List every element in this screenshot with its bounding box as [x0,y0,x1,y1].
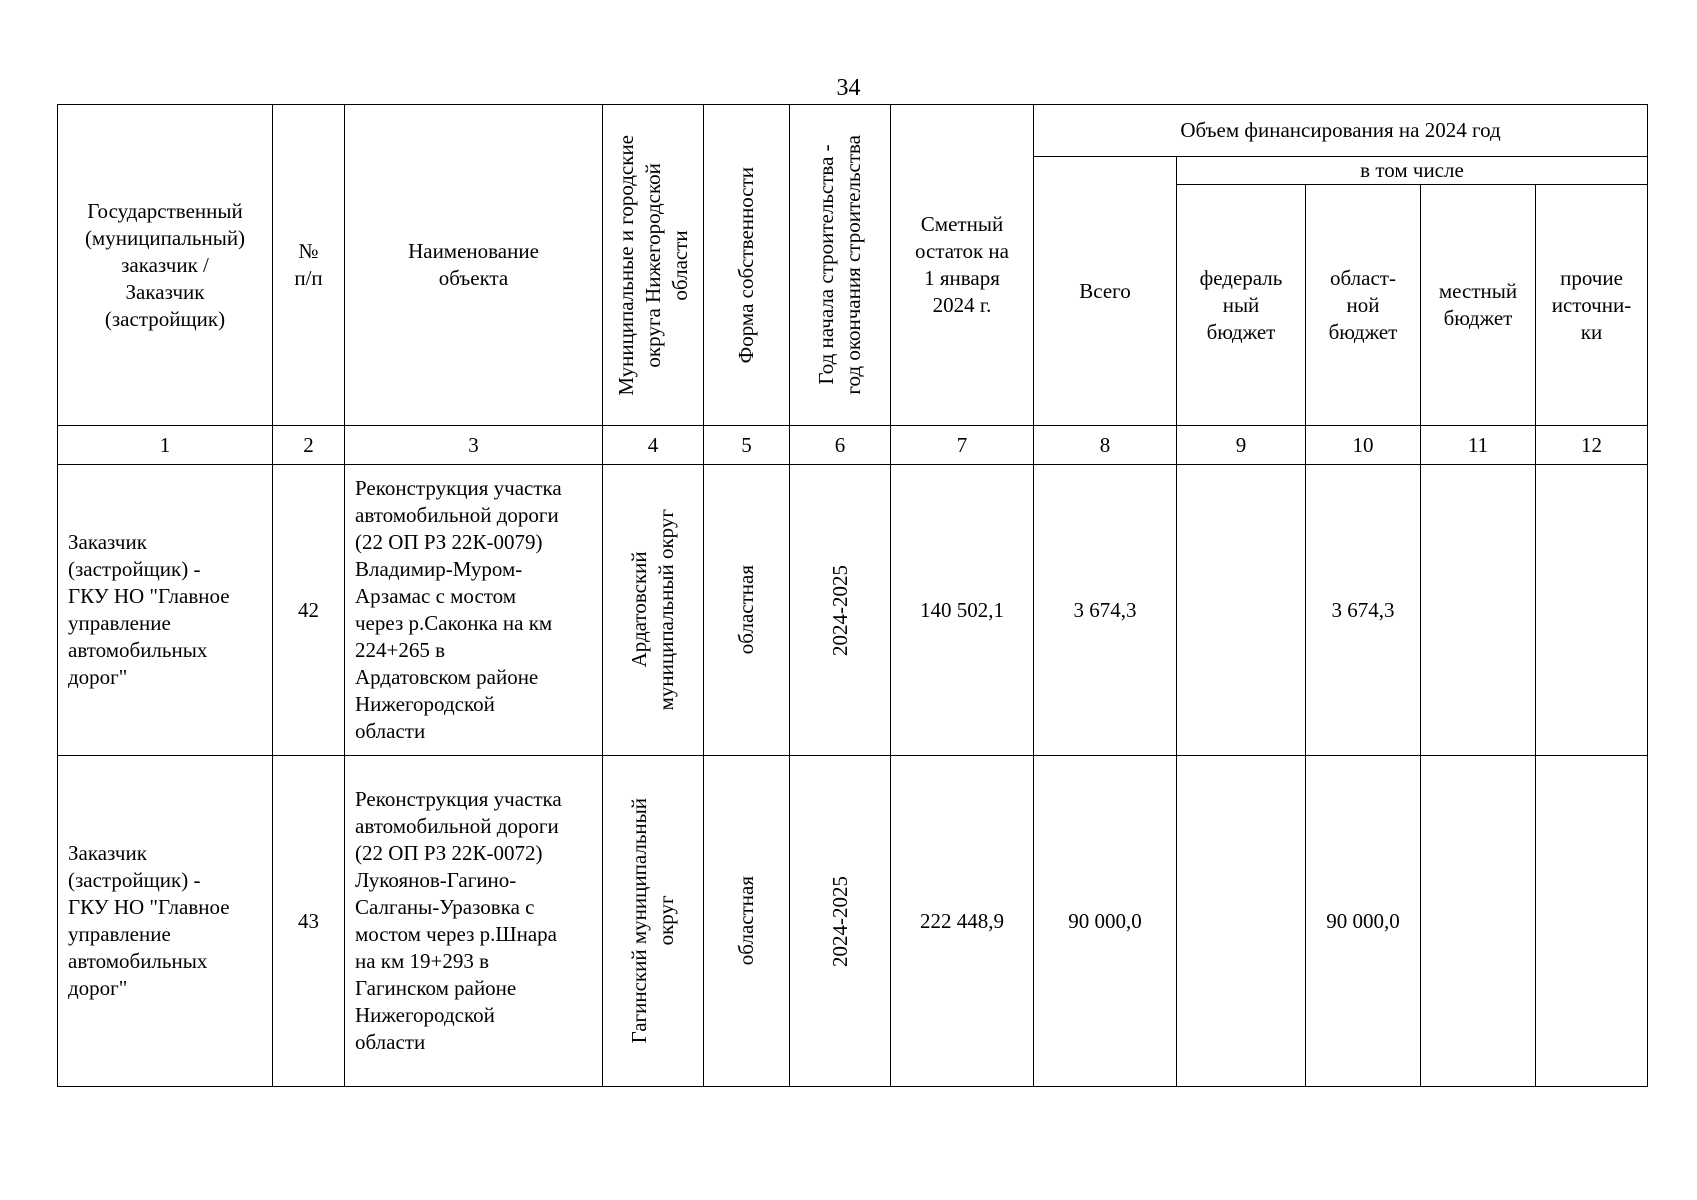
header-other: прочие источни- ки [1536,185,1648,426]
row-other [1536,465,1648,756]
row-estimate: 140 502,1 [891,465,1034,756]
row-object-name: Реконструкция участка автомобильной дороги (22 ОП РЗ 22К-0079) Владимир-Муром- Арзамас с мостом через р.Саконка на км 224+265 в Ардатовском районе Нижегородской области [345,465,603,756]
column-number: 6 [790,426,891,465]
column-number: 1 [58,426,273,465]
header-customer: Государственный (муниципальный) заказчик / Заказчик (застройщик) [58,105,273,426]
row-municipality-cell [603,756,704,1087]
page-number: 34 [836,75,861,101]
column-number: 4 [603,426,704,465]
column-numbers-row [58,426,1648,465]
header-ownership-cell [704,105,790,426]
header-row-top [58,105,1648,157]
column-number: 12 [1536,426,1648,465]
row-years-cell [790,465,891,756]
row-customer: Заказчик (застройщик) - ГКУ НО "Главное управление автомобильных дорог" [58,465,273,756]
row-regional: 3 674,3 [1306,465,1421,756]
table-row [58,465,1648,756]
column-number: 2 [273,426,345,465]
row-total: 90 000,0 [1034,756,1177,1087]
row-federal [1177,465,1306,756]
row-years: 2024-2025 [827,875,852,967]
header-municipality: Муниципальные и городские округа Нижегородской области [613,134,692,396]
header-local: местный бюджет [1421,185,1536,426]
header-number: № п/п [273,105,345,426]
row-object-name: Реконструкция участка автомобильной дороги (22 ОП РЗ 22К-0072) Лукоянов-Гагино- Салганы-Уразовка с мостом через р.Шнара на км 19+293 в Гагинском районе Нижегородской области [345,756,603,1087]
row-other [1536,756,1648,1087]
row-ownership: областная [734,876,758,966]
header-estimate: Сметный остаток на 1 января 2024 г. [891,105,1034,426]
table-row [58,756,1648,1087]
header-ownership: Форма собственности [734,166,758,364]
row-number: 42 [273,465,345,756]
header-regional: област- ной бюджет [1306,185,1421,426]
header-municipality-cell [603,105,704,426]
row-ownership-cell [704,465,790,756]
row-ownership-cell [704,756,790,1087]
column-number: 5 [704,426,790,465]
row-municipality-cell [603,465,704,756]
header-years-cell [790,105,891,426]
row-customer: Заказчик (застройщик) - ГКУ НО "Главное управление автомобильных дорог" [58,756,273,1087]
row-number: 43 [273,756,345,1087]
header-total: Всего [1034,157,1177,426]
row-municipality: Гагинский муниципальный округ [627,798,678,1044]
header-years: Год начала строительства - год окончания строительства [814,135,865,395]
column-number: 7 [891,426,1034,465]
row-federal [1177,756,1306,1087]
column-number: 11 [1421,426,1536,465]
row-local [1421,465,1536,756]
row-ownership: областная [734,565,758,655]
row-municipality: Ардатовский муниципальный округ [627,509,678,711]
row-total: 3 674,3 [1034,465,1177,756]
row-years-cell [790,756,891,1087]
header-funding-group: Объем финансирования на 2024 год [1034,105,1648,157]
row-local [1421,756,1536,1087]
row-years: 2024-2025 [827,564,852,656]
row-regional: 90 000,0 [1306,756,1421,1087]
column-number: 8 [1034,426,1177,465]
financing-table [57,104,1648,1087]
header-federal: федераль ный бюджет [1177,185,1306,426]
column-number: 9 [1177,426,1306,465]
column-number: 10 [1306,426,1421,465]
header-including: в том числе [1177,157,1648,185]
row-estimate: 222 448,9 [891,756,1034,1087]
header-object-name: Наименование объекта [345,105,603,426]
column-number: 3 [345,426,603,465]
